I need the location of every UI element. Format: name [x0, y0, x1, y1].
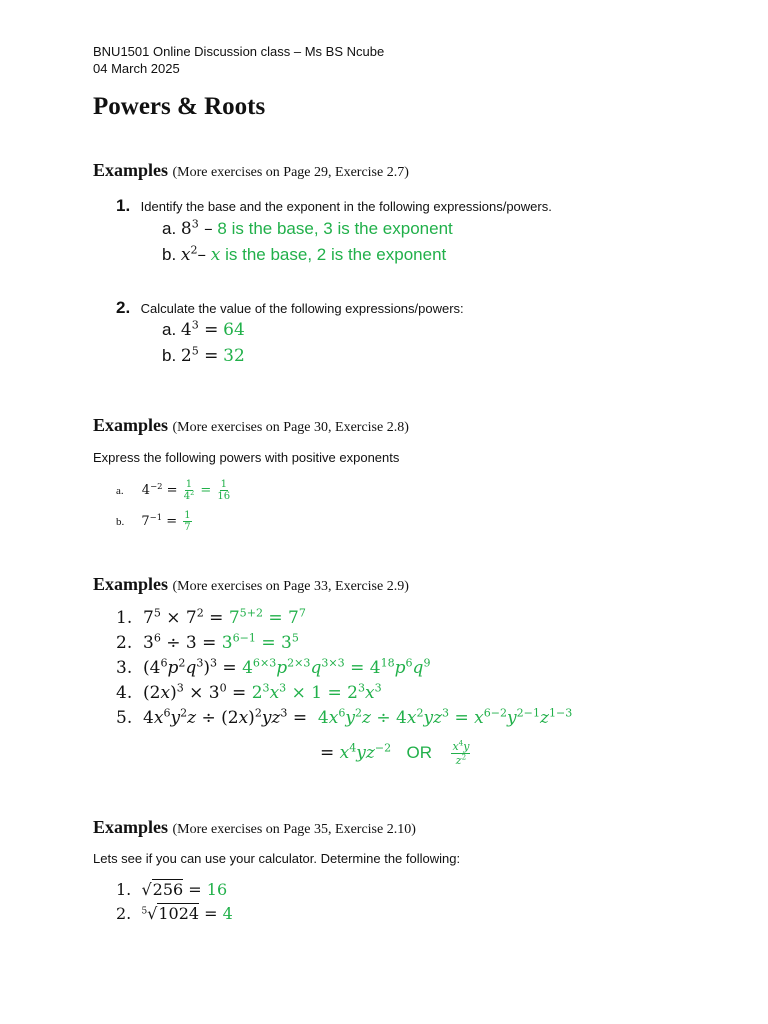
section1-heading-text: Examples: [93, 160, 169, 180]
q1a-row: [162, 219, 453, 239]
section3-heading-text: Examples: [93, 574, 169, 594]
q1b-row: [162, 245, 446, 265]
s3-item-5-frac: $\frac{x^4y}{z^2}$: [452, 738, 470, 767]
q2b-row: [162, 346, 245, 366]
page-title: Powers & Roots: [93, 93, 266, 120]
section2-instruction: Express the following powers with positive exponents: [93, 450, 400, 465]
section4-instruction: Lets see if you can use your calculator. Determine the following:: [93, 851, 461, 866]
header-date-line: 04 March 2025: [93, 61, 180, 76]
section4-heading-text: Examples: [93, 817, 169, 837]
section4-heading: [93, 817, 416, 838]
q1b-expression: $x^2-$: [180, 243, 207, 265]
q2a-row: [162, 320, 245, 340]
s4-item-1-answer: 16: [206, 880, 228, 899]
s2-item-a: a. $4^{-2}$ = $\frac{1}{4^2}$ = $\frac{1}{16}$: [116, 479, 231, 502]
section3-note: (More exercises on Page 33, Exercise 2.9): [172, 579, 409, 594]
q2a-expression: $4^3$ =: [180, 318, 219, 340]
q1a-expression: $8^3$ –: [180, 217, 213, 239]
q1b-answer: is the base, 2 is the exponent: [225, 245, 447, 264]
q2b-answer: 32: [223, 346, 245, 366]
section4-note: (More exercises on Page 35, Exercise 2.10): [172, 822, 416, 837]
q2a-answer: 64: [223, 320, 245, 340]
q2-row: [116, 298, 464, 318]
s3-or-text: OR: [406, 743, 433, 762]
s3-item-4: 4. $(2x)^3 \times 3^0 = 2^3x^3 \times 1 = 2^3x^3$: [116, 681, 382, 703]
q2a-label: a.: [162, 320, 177, 339]
s3-item-5-cont: = $x^4yz^{-2}$ OR $\frac{x^4y}{z^2}$: [320, 738, 470, 767]
s3-item-3: 3. $(4^6p^2q^3)^3 = 4^{6\times 3}p^{2\times 3}q^{3\times 3} = 4^{18}p^6q^9$: [116, 656, 431, 678]
s2-item-b-label: b.: [116, 516, 125, 528]
q2b-label: b.: [162, 346, 177, 365]
s4-item-2: 2. $^5$√1024 = 4: [116, 904, 233, 923]
section1-note: (More exercises on Page 29, Exercise 2.7): [172, 165, 409, 180]
s3-item-5: 5. $4x^6y^2z \div (2x)^2yz^3 = 4x^6y^2z \div 4x^2yz^3 = x^{6-2}y^{2-1}z^{1-3}$: [116, 706, 573, 728]
q2-number: 2.: [116, 298, 131, 317]
s2-item-a-frac2: $\frac{1}{16}$: [217, 479, 231, 502]
q1-row: [116, 196, 552, 216]
s3-item-1: 1. $7^5 \times 7^2 = 7^{5+2} = 7^7$: [116, 606, 306, 628]
s2-item-a-label: a.: [116, 485, 124, 497]
section1-heading: [93, 160, 409, 181]
q2-instruction: Calculate the value of the following expressions/powers:: [140, 301, 464, 316]
q2b-expression: $2^5$ =: [180, 344, 219, 366]
section2-heading: [93, 415, 409, 436]
s2-item-b-frac: $\frac{1}{7}$: [184, 510, 191, 533]
s3-item-2: 2. $3^6 \div 3 = 3^{6-1} = 3^5$: [116, 631, 299, 653]
s2-item-a-frac1: $\frac{1}{4^2}$: [183, 479, 195, 502]
header-course-line: BNU1501 Online Discussion class – Ms BS Ncube: [93, 44, 385, 59]
q1a-label: a.: [162, 219, 177, 238]
q1b-label: b.: [162, 245, 177, 264]
s4-item-1: 1. √256 = 16: [116, 880, 228, 899]
q1a-answer: 8 is the base, 3 is the exponent: [217, 219, 453, 238]
s4-item-2-answer: 4: [222, 904, 233, 923]
q1-number: 1.: [116, 196, 131, 215]
s2-item-b: b. $7^{-1}$ = $\frac{1}{7}$: [116, 510, 191, 533]
section2-heading-text: Examples: [93, 415, 169, 435]
q1b-answer-var: x: [210, 245, 221, 265]
section3-heading: [93, 574, 409, 595]
section2-note: (More exercises on Page 30, Exercise 2.8): [172, 420, 409, 435]
q1-instruction: Identify the base and the exponent in the following expressions/powers.: [140, 199, 552, 214]
